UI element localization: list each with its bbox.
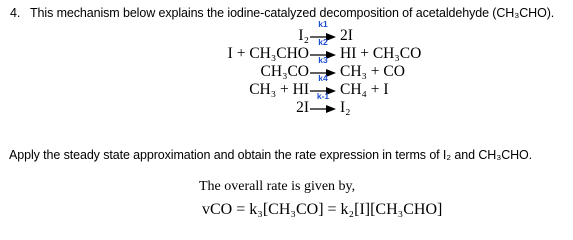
overall-rate-intro: The overall rate is given by, bbox=[199, 179, 356, 194]
step-3-reactants: CH₃CO bbox=[260, 63, 309, 80]
question-line bbox=[10, 6, 554, 20]
step-1-rate-constant: k1 bbox=[318, 19, 328, 29]
step-5-rate-constant: k-1 bbox=[316, 91, 330, 101]
step-4-products: CH₄ + I bbox=[340, 81, 389, 98]
step-2-rate-constant: k2 bbox=[318, 37, 328, 47]
mechanism-step-5 bbox=[200, 91, 430, 117]
step-3-products: CH₃ + CO bbox=[340, 63, 405, 80]
step-5-products: I₂ bbox=[340, 99, 351, 116]
step-5-reactants: 2I bbox=[296, 99, 309, 116]
step-1-reactants: I₂ bbox=[298, 27, 309, 44]
question-text: This mechanism below explains the iodine-catalyzed decomposition of acetaldehyde (CH₃CHO). bbox=[30, 6, 555, 20]
step-3-rate-constant: k3 bbox=[318, 55, 328, 65]
instruction-text: Apply the steady state approximation and obtain the rate expression in terms of I₂ and CH₃CHO. bbox=[9, 148, 533, 162]
step-4-rate-constant: k4 bbox=[318, 73, 328, 83]
step-2-reactants: I + CH₃CHO bbox=[227, 45, 309, 62]
step-2-products: HI + CH₃CO bbox=[340, 45, 422, 62]
step-4-reactants: CH₃ + HI bbox=[249, 81, 309, 98]
step-1-products: 2I bbox=[340, 27, 353, 44]
question-number: 4. bbox=[10, 6, 21, 20]
reaction-arrow-icon bbox=[310, 91, 336, 117]
rate-expression: vCO = k₃[CH₃CO] = k₂[I][CH₃CHO] bbox=[202, 201, 443, 218]
